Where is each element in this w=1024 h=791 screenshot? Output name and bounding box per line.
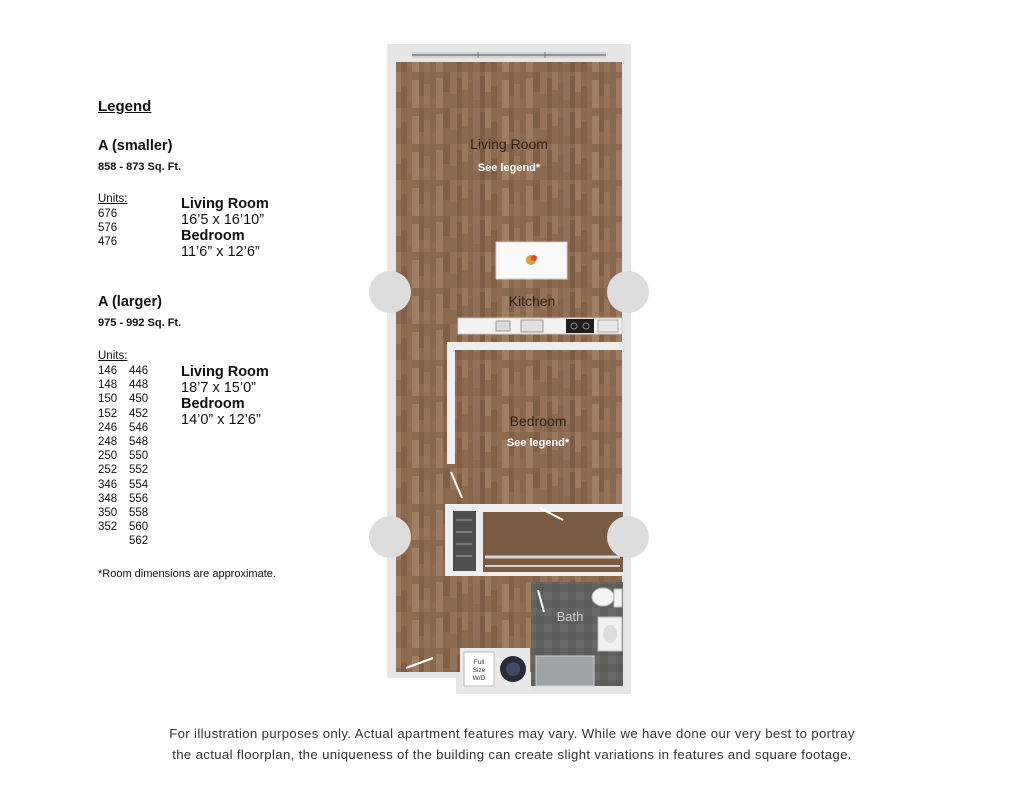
disclaimer-line2: the actual floorplan, the uniqueness of the building can create slight variations in features and square footage.: [172, 747, 852, 762]
disclaimer-line1: For illustration purposes only. Actual apartment features may vary. While we have done our very best to portray: [169, 726, 855, 741]
unit-number: 246: [98, 421, 118, 434]
unit-number: 548: [129, 436, 149, 449]
unit-number: 550: [129, 450, 149, 463]
unit-number: 448: [129, 379, 149, 392]
unit-number: 576: [98, 222, 118, 235]
kitchen-label: Kitchen: [508, 293, 556, 309]
bath-label: Bath: [556, 609, 584, 624]
column: [607, 516, 649, 558]
column: [607, 271, 649, 313]
unit-number: 248: [98, 436, 118, 449]
walk-in-closet: [483, 512, 623, 572]
bedroom-dims: 14’0” x 12’6”: [181, 412, 261, 428]
type-a-smaller-units-label: Units:: [98, 193, 128, 205]
bedroom-dims: 11’6” x 12’6”: [181, 244, 260, 260]
toilet-icon: [592, 588, 614, 606]
unit-number: 350: [98, 507, 118, 520]
unit-number: 552: [129, 464, 149, 477]
unit-number: 676: [98, 208, 118, 220]
living-room-dims: 16’5 x 16’10”: [181, 212, 265, 228]
column: [369, 516, 411, 558]
dimensions-note: *Room dimensions are approximate.: [98, 568, 276, 580]
living-room-label: Living Room: [181, 364, 269, 380]
living-room-label: Living Room: [181, 196, 269, 212]
type-a-larger-units-label: Units:: [98, 350, 128, 362]
unit-number: 348: [98, 492, 118, 505]
laundry-label-line3: W/D: [472, 675, 486, 682]
living-room-floor: [396, 62, 622, 672]
cooktop-icon: [566, 319, 594, 333]
sink-icon: [496, 321, 510, 331]
type-a-larger-title: A (larger): [98, 294, 162, 310]
unit-number: 562: [129, 535, 149, 548]
living-room-dims: 18’7 x 15’0”: [181, 380, 256, 396]
unit-number: 560: [129, 521, 149, 534]
living-room-sub: See legend*: [477, 162, 541, 174]
interior-wall: [447, 342, 623, 350]
interior-wall: [447, 342, 455, 464]
unit-number: 450: [129, 393, 149, 406]
unit-number: 558: [129, 507, 149, 520]
unit-number: 148: [98, 379, 118, 392]
unit-number: 250: [98, 450, 118, 463]
living-room-label: Living Room: [470, 136, 548, 152]
unit-number: 556: [129, 492, 149, 505]
unit-number: 554: [129, 478, 149, 491]
unit-number: 346: [98, 478, 118, 491]
column: [369, 271, 411, 313]
type-a-larger-sqft: 975 - 992 Sq. Ft.: [98, 317, 182, 329]
unit-number: 146: [98, 365, 118, 377]
bedroom-label: Bedroom: [181, 228, 245, 244]
bedroom-label: Bedroom: [509, 413, 567, 429]
laundry-label-line1: Full: [473, 659, 485, 666]
unit-number: 476: [98, 236, 118, 249]
type-a-smaller-title: A (smaller): [98, 138, 173, 154]
unit-number: 152: [98, 407, 118, 420]
unit-number: 452: [129, 407, 149, 420]
shower-icon: [536, 656, 594, 686]
unit-number: 446: [129, 365, 149, 377]
bedroom-sub: See legend*: [506, 437, 570, 449]
bedroom-label: Bedroom: [181, 396, 245, 412]
unit-number: 546: [129, 421, 149, 434]
laundry-label-line2: Size: [472, 667, 486, 674]
type-a-smaller-sqft: 858 - 873 Sq. Ft.: [98, 161, 182, 173]
legend-title: Legend: [98, 98, 152, 115]
unit-number: 252: [98, 464, 118, 477]
unit-number: 150: [98, 393, 118, 406]
unit-number: 352: [98, 521, 118, 534]
